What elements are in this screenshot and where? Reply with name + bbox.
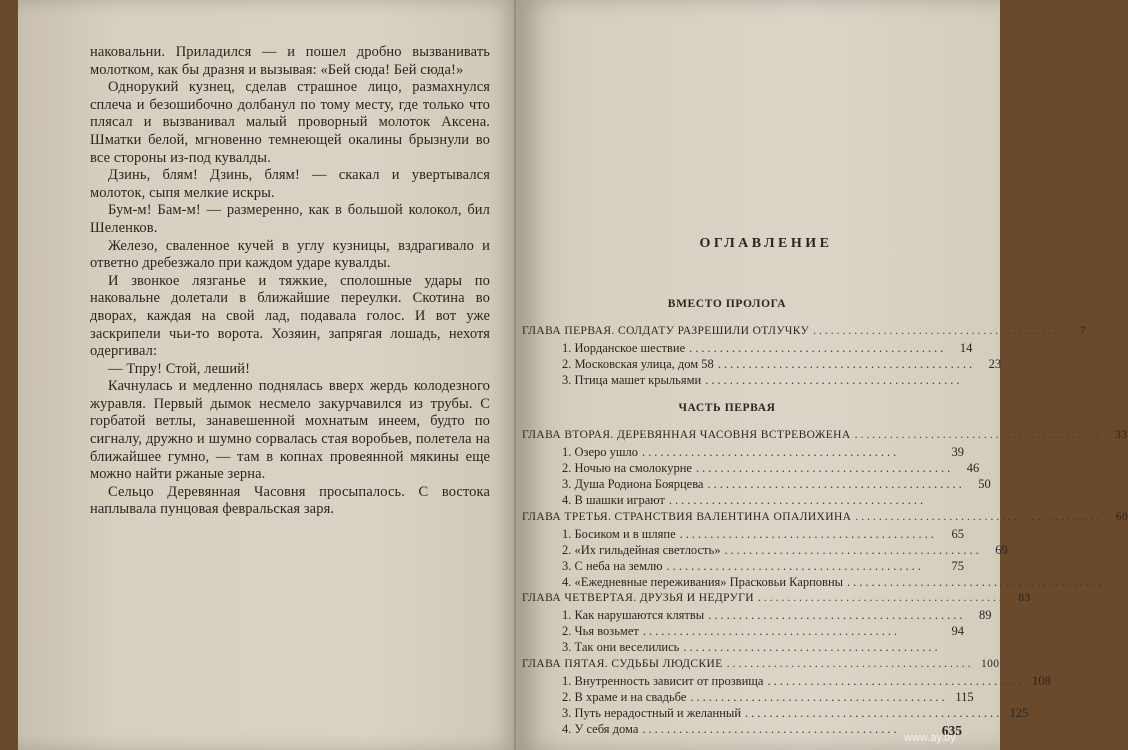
toc-entry: 1. Озеро ушло .......................................... 39 — [562, 445, 964, 459]
toc-entry: 4. «Ежедневные переживания» Прасковьи Карповны .......................................... — [562, 575, 1105, 589]
toc-entry: 2. Ночью на смолокурне .......................................... 46 — [562, 461, 980, 475]
paragraph: Бум-м! Бам-м! — размеренно, как в большой колокол, бил Шеленков. — [90, 202, 490, 236]
toc-chapter: ГЛАВА ПЕРВАЯ. СОЛДАТУ РАЗРЕШИЛИ ОТЛУЧКУ .......................................... 7 — [522, 325, 1086, 337]
toc-entry: 3. Душа Родиона Боярцева .......................................... 50 — [562, 477, 991, 491]
toc-entry: 2. В храме и на свадьбе .......................................... 115 — [562, 690, 974, 704]
toc-entry: 2. Московская улица, дом 58 .......................................... 23 — [562, 357, 1002, 371]
paragraph: Качнулась и медленно поднялась вверх жердь колодезного журавля. Первый дымок несмело закурчавился из трубы. С горбатой ветлы, занавешенной мохнатым инеем, будто по сигналу, дружно и шумно сорвалась стая воробьев, полетела на ближайшее гумно, — там в копнах провеянной мякины еще можно найти ржаные зерна. — [90, 378, 490, 483]
toc-entry: 2. Чья возьмет .......................................... 94 — [562, 624, 964, 638]
toc-entry: 1. Как нарушаются клятвы .......................................... 89 — [562, 608, 992, 622]
watermark: www.ay.by — [904, 732, 956, 744]
toc-entry: 1. Иорданское шествие .......................................... 14 — [562, 341, 973, 355]
toc-entry: 4. У себя дома .......................................... — [562, 722, 900, 736]
toc-entry: 3. Так они веселились .......................................... — [562, 640, 941, 654]
section-heading-prologue: ВМЕСТО ПРОЛОГА — [667, 298, 787, 310]
page-number: 635 — [941, 723, 962, 738]
toc-entry: 1. Внутренность зависит от прозвища .......................................... 108 — [562, 674, 1051, 688]
toc-entry: 4. В шашки играют .......................................... — [562, 493, 927, 507]
paragraph: Дзинь, блям! Дзинь, блям! — скакал и увертывался молоток, сыпя мелкие искры. — [90, 167, 490, 201]
paragraph: И звонкое лязганье и тяжкие, сполошные удары по наковальне долетали в ближайшие переулки. Скотина во дворах, каждая на свой лад, подавала голос. И вот уже заскрипели чьи-то ворота. Хозяин, запрягая лошадь, нехотя одергивал: — [90, 272, 490, 360]
toc-entry: 3. Птица машет крыльями .......................................... — [562, 373, 963, 387]
section-heading-part-one: ЧАСТЬ ПЕРВАЯ — [678, 402, 776, 414]
toc-chapter: ГЛАВА ВТОРАЯ. ДЕРЕВЯННАЯ ЧАСОВНЯ ВСТРЕВОЖЕНА .......................................... 33 — [522, 429, 1128, 441]
right-page — [518, 0, 1128, 750]
toc-title: ОГЛАВЛЕНИЕ — [699, 236, 833, 251]
toc-chapter: ГЛАВА ПЯТАЯ. СУДЬБЫ ЛЮДСКИЕ .......................................... 100 — [522, 658, 1000, 670]
toc-entry: 2. «Их гильдейная светлость» .......................................... 69 — [562, 543, 1008, 557]
toc-entry: 3. Путь нерадостный и желанный .......................................... 125 — [562, 706, 1029, 720]
paragraph: Сельцо Деревянная Часовня просыпалось. С востока наплывала пунцовая февральская заря. — [90, 483, 490, 518]
paragraph: Однорукий кузнец, сделав страшное лицо, размахнулся сплеча и безошибочно долбанул по тому месту, где только что плясал и вызванивал малый проворный молоток Аксена. Шматки белой, мгновенно темнеющей окалины брызнули во все стороны из-под кувалды. — [90, 79, 490, 166]
toc-entry: 1. Босиком и в шляпе .......................................... 65 — [562, 527, 964, 541]
toc-entry: 3. С неба на землю .......................................... 75 — [562, 559, 964, 573]
left-page — [18, 0, 518, 750]
toc-chapter: ГЛАВА ЧЕТВЕРТАЯ. ДРУЗЬЯ И НЕДРУГИ .......................................... 83 — [522, 592, 1031, 604]
paragraph: — Тпру! Стой, леший! — [108, 360, 251, 377]
toc-chapter: ГЛАВА ТРЕТЬЯ. СТРАНСТВИЯ ВАЛЕНТИНА ОПАЛИХИНА .......................................... 60 — [522, 511, 1128, 523]
prose-text — [90, 44, 490, 519]
paragraph: наковальни. Приладился — и пошел дробно вызванивать молотком, как бы дразня и вызывая: «Бей сюда! Бей сюда!» — [90, 44, 490, 78]
paragraph: Железо, сваленное кучей в углу кузницы, вздрагивало и ответно дребезжало при каждом ударе кувалды. — [90, 237, 490, 272]
